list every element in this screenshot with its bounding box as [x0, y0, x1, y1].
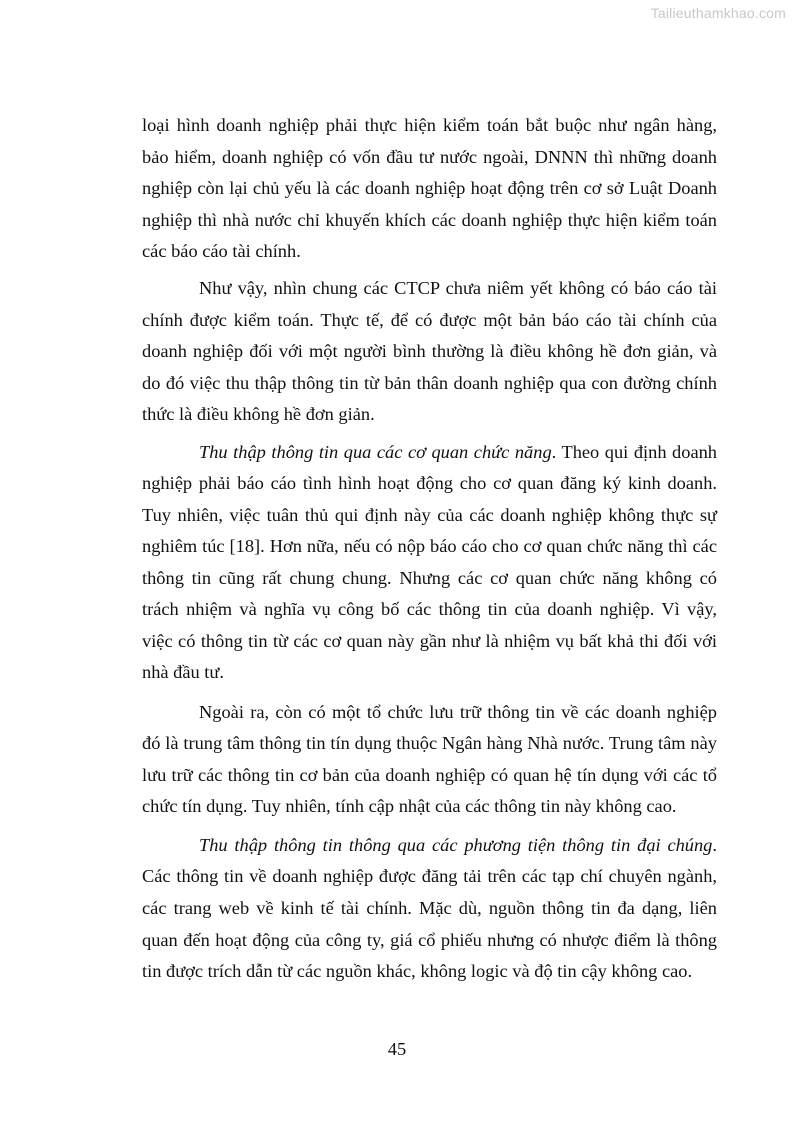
text-line	[142, 371, 717, 395]
text-line	[142, 629, 717, 653]
page-number: 45	[387, 1039, 407, 1059]
text-segment: Như vậy, nhìn chung các CTCP chưa niêm yết không có báo cáo tài	[199, 278, 717, 298]
text-segment: lưu trữ các thông tin cơ bản của doanh nghiệp có quan hệ tín dụng với các tổ	[142, 765, 717, 785]
text-line	[142, 145, 717, 169]
text-segment: đó là trung tâm thông tin tín dụng thuộc Ngân hàng Nhà nước. Trung tâm này	[142, 733, 717, 753]
text-line	[142, 471, 717, 495]
text-segment: Các thông tin về doanh nghiệp được đăng tải trên các tạp chí chuyên ngành,	[142, 866, 717, 886]
text-line	[142, 959, 717, 983]
text-line	[142, 534, 717, 558]
text-line	[142, 239, 717, 263]
text-line	[142, 660, 717, 684]
text-line	[142, 113, 717, 137]
text-line	[199, 700, 717, 724]
text-segment: nghiêm túc [18]. Hơn nữa, nếu có nộp báo cáo cho cơ quan chức năng thì các	[142, 536, 717, 556]
text-line	[199, 833, 717, 857]
text-segment: bảo hiểm, doanh nghiệp có vốn đầu tư nước ngoài, DNNN thì những doanh	[142, 147, 717, 167]
text-segment: nghiệp còn lại chủ yếu là các doanh nghiệp hoạt động trên cơ sở Luật Doanh	[142, 178, 717, 198]
text-line	[142, 402, 717, 426]
text-segment: thông tin cũng rất chung chung. Nhưng các cơ quan chức năng không có	[142, 568, 717, 588]
text-line	[142, 597, 717, 621]
text-segment: trách nhiệm và nghĩa vụ công bố các thông tin của doanh nghiệp. Vì vậy,	[142, 599, 717, 619]
text-segment: doanh nghiệp đối với một người bình thường là điều không hề đơn giản, và	[142, 341, 717, 361]
text-line	[142, 308, 717, 332]
text-line	[142, 566, 717, 590]
text-line	[199, 276, 717, 300]
text-segment: chức tín dụng. Tuy nhiên, tính cập nhật của các thông tin này không cao.	[142, 796, 677, 816]
text-line	[199, 440, 717, 464]
text-line	[142, 731, 717, 755]
text-segment: chính được kiểm toán. Thực tế, để có được một bản báo cáo tài chính của	[142, 310, 717, 330]
italic-heading-text: Thu thập thông tin qua các cơ quan chức năng	[199, 442, 552, 462]
text-segment: .	[712, 835, 717, 855]
text-segment: . Theo qui định doanh	[551, 442, 717, 462]
text-segment: Ngoài ra, còn có một tổ chức lưu trữ thông tin về các doanh nghiệp	[199, 702, 717, 722]
text-segment: thức là điều không hề đơn giản.	[142, 404, 375, 424]
text-segment: các trang web về kinh tế tài chính. Mặc dù, nguồn thông tin đa dạng, liên	[142, 898, 717, 918]
text-line	[142, 896, 717, 920]
text-line	[142, 339, 717, 363]
text-segment: do đó việc thu thập thông tin từ bản thân doanh nghiệp qua con đường chính	[142, 373, 717, 393]
text-line	[142, 864, 717, 888]
text-line	[142, 763, 717, 787]
text-segment: việc có thông tin từ các cơ quan này gần như là nhiệm vụ bất khả thi đối với	[142, 631, 717, 651]
text-segment: loại hình doanh nghiệp phải thực hiện kiểm toán bắt buộc như ngân hàng,	[142, 115, 717, 135]
text-segment: nhà đầu tư.	[142, 662, 224, 682]
text-line	[142, 176, 717, 200]
text-line	[142, 208, 717, 232]
text-segment: Tuy nhiên, việc tuân thủ qui định này của các doanh nghiệp không thực sự	[142, 505, 717, 525]
text-segment: nghiệp thì nhà nước chỉ khuyến khích các doanh nghiệp thực hiện kiểm toán	[142, 210, 717, 230]
text-line	[142, 928, 717, 952]
text-segment: tin được trích dẫn từ các nguồn khác, không logic và độ tin cậy không cao.	[142, 961, 693, 981]
italic-heading-text: Thu thập thông tin thông qua các phương tiện thông tin đại chúng	[199, 835, 713, 855]
text-line	[142, 794, 717, 818]
text-segment: nghiệp phải báo cáo tình hình hoạt động cho cơ quan đăng ký kinh doanh.	[142, 473, 717, 493]
text-segment: quan đến hoạt động của công ty, giá cổ phiếu nhưng có nhược điểm là thông	[142, 930, 717, 950]
text-segment: các báo cáo tài chính.	[142, 241, 301, 261]
watermark: Tailieuthamkhao.com	[650, 5, 786, 21]
text-line	[142, 503, 717, 527]
